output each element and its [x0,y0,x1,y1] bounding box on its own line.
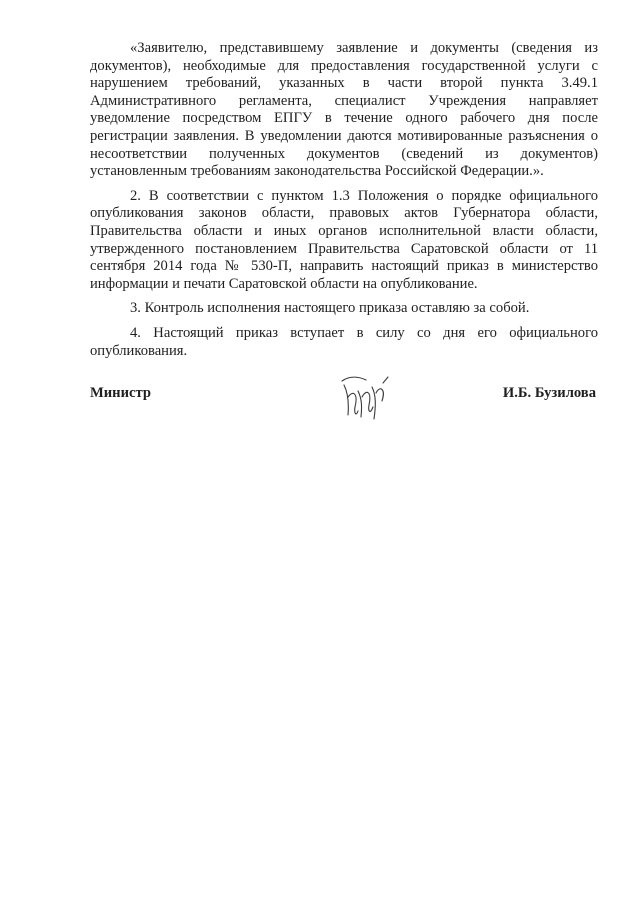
paragraph-4: 4. Настоящий приказ вступает в силу со дня его официального опубликования. [90,324,598,359]
paragraph-2: 2. В соответствии с пунктом 1.3 Положения о порядке официального опубликования законов области, правовых актов Губернатора области, Правительства области и иных органов исполнительной власти области, утвержденного постановлением Правительства Саратовской области от 11 сентября 2014 года № 530-П, направить настоящий приказ в министерство информации и печати Саратовской области на опубликование. [90,187,598,292]
signatory-name: И.Б. Бузилова [502,385,596,401]
paragraph-1: «Заявителю, представившему заявление и документы (сведения из документов), необходимые для предоставления государственной услуги с нарушением требований, указанных в части второй пункта 3.49.1 Административного регламента, специалист Учреждения направляет уведомление посредством ЕПГУ в течение одного рабочего дня после регистрации заявления. В уведомлении даются мотивированные разъяснения о несоответствии полученных документов (сведений из документов) установленным требованиям законодательства Российской Федерации.». [90,40,598,180]
signature-block [90,383,598,423]
document-body [90,40,598,367]
handwritten-signature [336,371,394,423]
paragraph-3: 3. Контроль исполнения настоящего приказа оставляю за собой. [130,300,530,317]
signatory-role: Министр [90,385,151,401]
